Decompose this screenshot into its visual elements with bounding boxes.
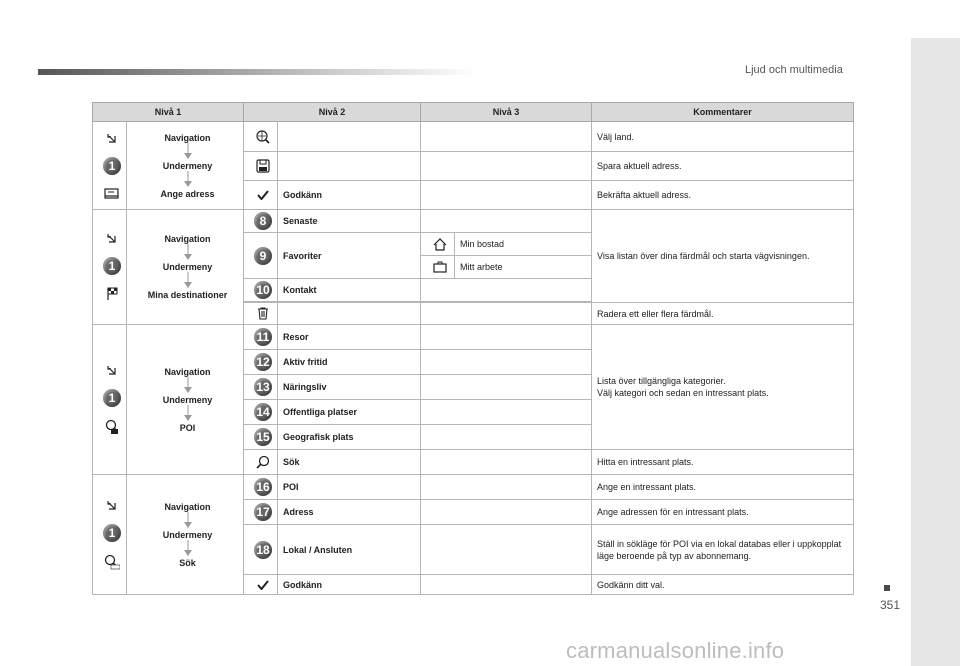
table-row xyxy=(93,475,854,500)
level2-badge-cell xyxy=(244,400,278,425)
level1-icons xyxy=(93,122,127,210)
menu-table xyxy=(92,102,854,595)
step-badge: 9 xyxy=(254,247,272,265)
level2-icon-cell xyxy=(244,122,278,152)
level3-cell xyxy=(421,525,592,575)
level3-icon-cell xyxy=(421,256,455,279)
step-badge: 1 xyxy=(103,524,121,542)
level3-cell xyxy=(421,375,592,400)
level3-cell xyxy=(421,450,592,475)
level2-cell: Sök xyxy=(278,450,421,475)
level1-path xyxy=(127,325,244,475)
comment-cell: Ange en intressant plats. xyxy=(592,475,854,500)
search-icon xyxy=(256,455,270,469)
nav-step: Navigation xyxy=(164,501,211,512)
navigation-icon xyxy=(106,365,118,377)
level1-path xyxy=(127,122,244,210)
level2-icon-cell xyxy=(244,181,278,210)
globe-search-icon xyxy=(255,129,271,145)
step-badge: 16 xyxy=(254,478,272,496)
level2-icon-cell xyxy=(244,152,278,181)
comment-cell: Ställ in sökläge för POI via en lokal databas eller i uppkopplat läge beroende på typ av abonnemang. xyxy=(592,525,854,575)
step-badge: 12 xyxy=(254,353,272,371)
nav-step: Sök xyxy=(179,557,196,568)
level2-cell: Geografisk plats xyxy=(278,425,421,450)
arrow-down-icon xyxy=(181,272,195,290)
navigation-icon xyxy=(106,500,118,512)
checkmark-icon xyxy=(257,190,269,200)
step-badge: 18 xyxy=(254,541,272,559)
comment-cell: Visa listan över dina färdmål och starta vägvisningen. xyxy=(592,210,854,303)
nav-step: Undermeny xyxy=(162,529,213,540)
level1-path xyxy=(127,210,244,325)
level2-cell: Näringsliv xyxy=(278,375,421,400)
step-badge: 11 xyxy=(254,328,272,346)
comment-line: Lista över tillgängliga kategorier. xyxy=(597,376,726,386)
nav-step: Ange adress xyxy=(160,188,215,199)
level2-badge-cell xyxy=(244,210,278,233)
level3-icon-cell xyxy=(421,233,455,256)
level2-cell: Offentliga platser xyxy=(278,400,421,425)
page-number: 351 xyxy=(880,598,901,612)
level3-cell xyxy=(421,475,592,500)
level2-badge-cell xyxy=(244,279,278,302)
level3-cell xyxy=(421,425,592,450)
nav-step: Navigation xyxy=(164,366,211,377)
home-icon xyxy=(433,238,447,251)
checkmark-icon xyxy=(257,580,269,590)
nav-step: Undermeny xyxy=(162,394,213,405)
step-badge: 1 xyxy=(103,389,121,407)
level2-cell xyxy=(278,152,421,181)
col-header-level2: Nivå 2 xyxy=(244,103,421,122)
table-row xyxy=(93,210,854,233)
navigation-icon xyxy=(106,133,118,145)
level2-icon-cell xyxy=(244,450,278,475)
level2-cell: Senaste xyxy=(278,210,421,233)
navigation-icon xyxy=(106,233,118,245)
table-row xyxy=(93,122,854,152)
level2-cell: Adress xyxy=(278,500,421,525)
level2-badge-cell xyxy=(244,525,278,575)
step-badge: 10 xyxy=(254,281,272,299)
header-gradient-bar xyxy=(38,69,478,75)
watermark: carmanualsonline.info xyxy=(566,638,785,663)
level2-cell: Godkänn xyxy=(278,181,421,210)
level3-cell xyxy=(421,350,592,375)
comment-cell: Hitta en intressant plats. xyxy=(592,450,854,475)
arrow-down-icon xyxy=(181,512,195,530)
level2-badge-cell xyxy=(244,233,278,279)
arrow-down-icon xyxy=(181,244,195,262)
level2-cell: Kontakt xyxy=(278,279,421,302)
col-header-level3: Nivå 3 xyxy=(421,103,592,122)
address-card-icon xyxy=(104,187,120,199)
level2-badge-cell xyxy=(244,375,278,400)
nav-step: Navigation xyxy=(164,234,211,244)
level3-cell xyxy=(421,122,592,152)
level2-cell: POI xyxy=(278,475,421,500)
comment-cell: Spara aktuell adress. xyxy=(592,152,854,181)
level2-badge-cell xyxy=(244,350,278,375)
page-edge-tab xyxy=(911,38,960,666)
arrow-down-icon xyxy=(181,405,195,423)
comment-cell: Bekräfta aktuell adress. xyxy=(592,181,854,210)
step-badge: 17 xyxy=(254,503,272,521)
level2-icon-cell xyxy=(244,575,278,595)
level1-icons xyxy=(93,325,127,475)
level3-cell xyxy=(421,400,592,425)
arrow-down-icon xyxy=(181,143,195,161)
step-badge: 8 xyxy=(254,212,272,230)
nav-step: Mina destinationer xyxy=(147,290,228,300)
level3-cell xyxy=(421,152,592,181)
nav-step: Undermeny xyxy=(162,160,213,171)
level3-cell: Min bostad xyxy=(455,233,592,256)
arrow-down-icon xyxy=(181,540,195,558)
poi-search-icon xyxy=(105,419,119,435)
level2-cell: Aktiv fritid xyxy=(278,350,421,375)
level2-cell: Godkänn xyxy=(278,575,421,595)
col-header-comments: Kommentarer xyxy=(592,103,854,122)
level2-icon-cell xyxy=(244,303,278,325)
level2-cell xyxy=(278,122,421,152)
level3-cell xyxy=(421,303,592,325)
destination-flag-icon xyxy=(106,287,118,301)
nav-step: POI xyxy=(179,422,196,433)
level1-path xyxy=(127,475,244,595)
step-badge: 1 xyxy=(103,257,121,275)
comment-cell: Godkänn ditt val. xyxy=(592,575,854,595)
nav-step: Navigation xyxy=(164,132,211,143)
trash-icon xyxy=(257,307,269,320)
level2-badge-cell xyxy=(244,475,278,500)
level2-badge-cell xyxy=(244,425,278,450)
save-disk-icon xyxy=(256,159,270,173)
level2-cell: Resor xyxy=(278,325,421,350)
briefcase-icon xyxy=(433,261,447,273)
level3-cell xyxy=(421,279,592,302)
level2-cell: Lokal / Ansluten xyxy=(278,525,421,575)
table-header-row xyxy=(93,103,854,122)
col-header-level1: Nivå 1 xyxy=(93,103,244,122)
abc-search-icon xyxy=(104,554,120,570)
comment-cell: Ange adressen för en intressant plats. xyxy=(592,500,854,525)
level3-cell: Mitt arbete xyxy=(455,256,592,279)
step-badge: 14 xyxy=(254,403,272,421)
table-row xyxy=(93,325,854,350)
comment-cell xyxy=(592,325,854,450)
arrow-down-icon xyxy=(181,377,195,395)
step-badge: 1 xyxy=(103,157,121,175)
arrow-down-icon xyxy=(181,171,195,189)
nav-step: Undermeny xyxy=(162,262,213,272)
level2-badge-cell xyxy=(244,325,278,350)
comment-cell: Radera ett eller flera färdmål. xyxy=(592,303,854,325)
level2-cell xyxy=(278,303,421,325)
step-badge: 15 xyxy=(254,428,272,446)
level3-cell xyxy=(421,181,592,210)
level3-cell xyxy=(421,210,592,233)
level1-icons xyxy=(93,210,127,325)
level1-icons xyxy=(93,475,127,595)
step-badge: 13 xyxy=(254,378,272,396)
page-marker xyxy=(884,585,890,591)
comment-line: Välj kategori och sedan en intressant plats. xyxy=(597,388,769,398)
comment-cell: Välj land. xyxy=(592,122,854,152)
level2-badge-cell xyxy=(244,500,278,525)
level3-cell xyxy=(421,575,592,595)
section-title: Ljud och multimedia xyxy=(745,64,843,76)
level2-cell: Favoriter xyxy=(278,233,421,279)
level3-cell xyxy=(421,500,592,525)
level3-cell xyxy=(421,325,592,350)
